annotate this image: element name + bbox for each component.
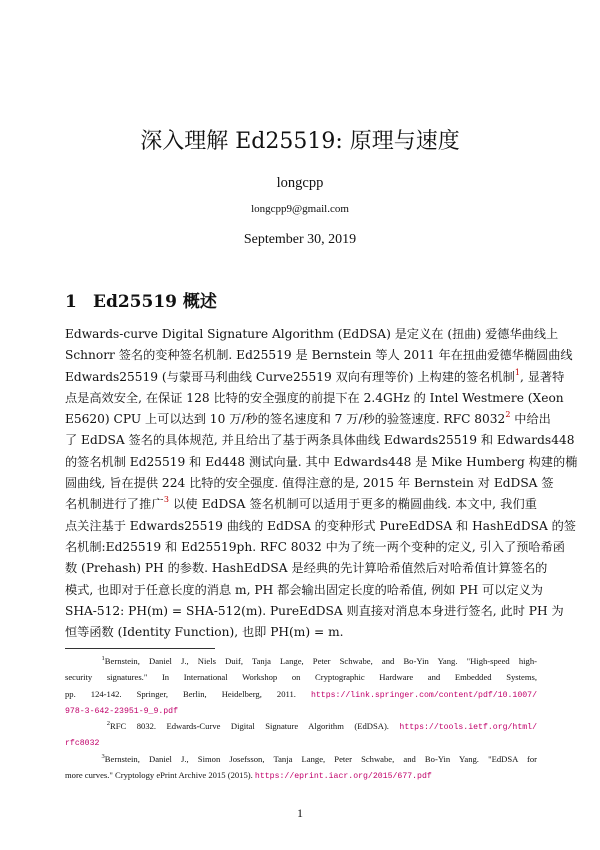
section-heading — [65, 287, 217, 312]
footnote-line: $^1$Bernstein, Daniel J., Niels Duif, Tanja Lange, Peter Schwabe, and Bo-Yin Yang. "High-speed high- — [101, 655, 537, 666]
footnote-line: $^2$RFC 8032. Edwards-Curve Digital Signature Algorithm (EdDSA). https://tools.ietf.org/html/ — [106, 720, 537, 733]
section-number: 1 — [65, 292, 77, 312]
footnote-link[interactable]: rfc8032 — [65, 739, 100, 749]
section-title: Ed25519 概述 — [93, 292, 217, 312]
body-line: 数 (Prehash) PH 的参数. HashEdDSA 是经典的先计算哈希值然后对哈希值计算签名的 — [65, 561, 548, 576]
body-paragraph — [65, 324, 578, 643]
author-name: longcpp — [276, 175, 324, 191]
footnote-link[interactable]: https://link.springer.com/content/pdf/10.1007/ — [310, 690, 537, 700]
footnote-line — [65, 702, 537, 718]
paper-title: 深入理解 Ed25519: 原理与速度 — [140, 129, 460, 154]
body-line: 了 EdDSA 签名的具体规范, 并且给出了基于两条具体曲线 Edwards25519 和 Edwards448 — [65, 433, 575, 448]
footnote-number: 1 — [101, 655, 105, 662]
footnote-number: 3 — [101, 752, 105, 760]
body-line: Edwards25519 (与蒙哥马利曲线 Curve25519 双向有理等价) 上构建的签名机制$^1$, 显著特 — [65, 367, 565, 384]
body-line: 名机制进行了推广$^3$ 以使 EdDSA 签名机制可以适用于更多的椭圆曲线. 本文中, 我们重 — [65, 495, 537, 512]
footnote-link[interactable]: https://tools.ietf.org/html/ — [399, 723, 537, 733]
body-line: 模式, 也即对于任意长度的消息 m, PH 都会输出固定长度的哈希值, 例如 PH 可以定义为 — [65, 582, 543, 597]
body-line: Schnorr 签名的变种签名机制. Ed25519 是 Bernstein 等人 2011 年在扭曲爱德华椭圆曲线 — [65, 348, 573, 363]
body-line: Edwards-curve Digital Signature Algorithm (EdDSA) 是定义在 (扭曲) 爱德华曲线上 — [65, 327, 559, 341]
footnote-line: $^3$Bernstein, Daniel J., Simon Josefsson, Tanja Lange, Peter Schwabe, and Bo-Yin Yang. "EdDSA for — [101, 752, 537, 764]
footnote-number: 2 — [106, 720, 111, 728]
footnote-link[interactable]: 978-3-642-23951-9_9.pdf — [65, 706, 179, 716]
footnote-ref[interactable]: 1 — [514, 367, 520, 377]
footnotes — [65, 653, 537, 783]
footnote-rule — [65, 648, 215, 649]
body-line: SHA-512: PH(m) = SHA-512(m). PureEdDSA 则直接对消息本身进行签名, 此时 PH 为 — [65, 603, 564, 618]
footnote-line — [65, 734, 537, 750]
body-line: 恒等函数 (Identity Function), 也即 PH(m) = m. — [65, 625, 344, 640]
body-line: 点关注基于 Edwards25519 曲线的 EdDSA 的变种形式 PureEdDSA 和 HashEdDSA 的签 — [65, 518, 576, 533]
body-line: 点是高效安全, 在保证 128 比特的安全强度的前提下在 2.4GHz 的 Intel Westmere (Xeon — [65, 390, 564, 405]
body-line: E5620) CPU 上可以达到 10 万/秒的签名速度和 7 万/秒的验签速度. RFC 8032$^2$ 中给出 — [65, 410, 551, 427]
footnote-ref[interactable]: 3 — [163, 495, 169, 505]
body-line: 名机制:Ed25519 和 Ed25519ph. RFC 8032 中为了统一两个变种的定义, 引入了预哈希函 — [65, 539, 565, 554]
paper-date: September 30, 2019 — [243, 232, 357, 247]
footnote-line: security signatures." In International Workshop on Cryptographic Hardware and Embedded Systems, — [65, 672, 537, 683]
author-email: longcpp9@gmail.com — [251, 203, 349, 215]
footnote-link[interactable]: https://eprint.iacr.org/2015/677.pdf — [254, 772, 432, 782]
footnote-ref[interactable]: 2 — [505, 410, 511, 420]
page-number: 1 — [297, 806, 303, 820]
body-line: 圆曲线, 旨在提供 224 比特的安全强度. 值得注意的是, 2015 年 Bernstein 对 EdDSA 签 — [65, 476, 554, 491]
footnote-line: more curves." Cryptology ePrint Archive 2015 (2015). https://eprint.iacr.org/2015/677.pdf — [65, 770, 432, 782]
footnote-line: pp. 124-142. Springer, Berlin, Heidelberg, 2011. https://link.springer.com/content/pdf/10.1007/ — [65, 688, 537, 700]
body-line: 的签名机制 Ed25519 和 Ed448 测试向量. 其中 Edwards448 是 Mike Humberg 构建的椭 — [65, 454, 578, 469]
